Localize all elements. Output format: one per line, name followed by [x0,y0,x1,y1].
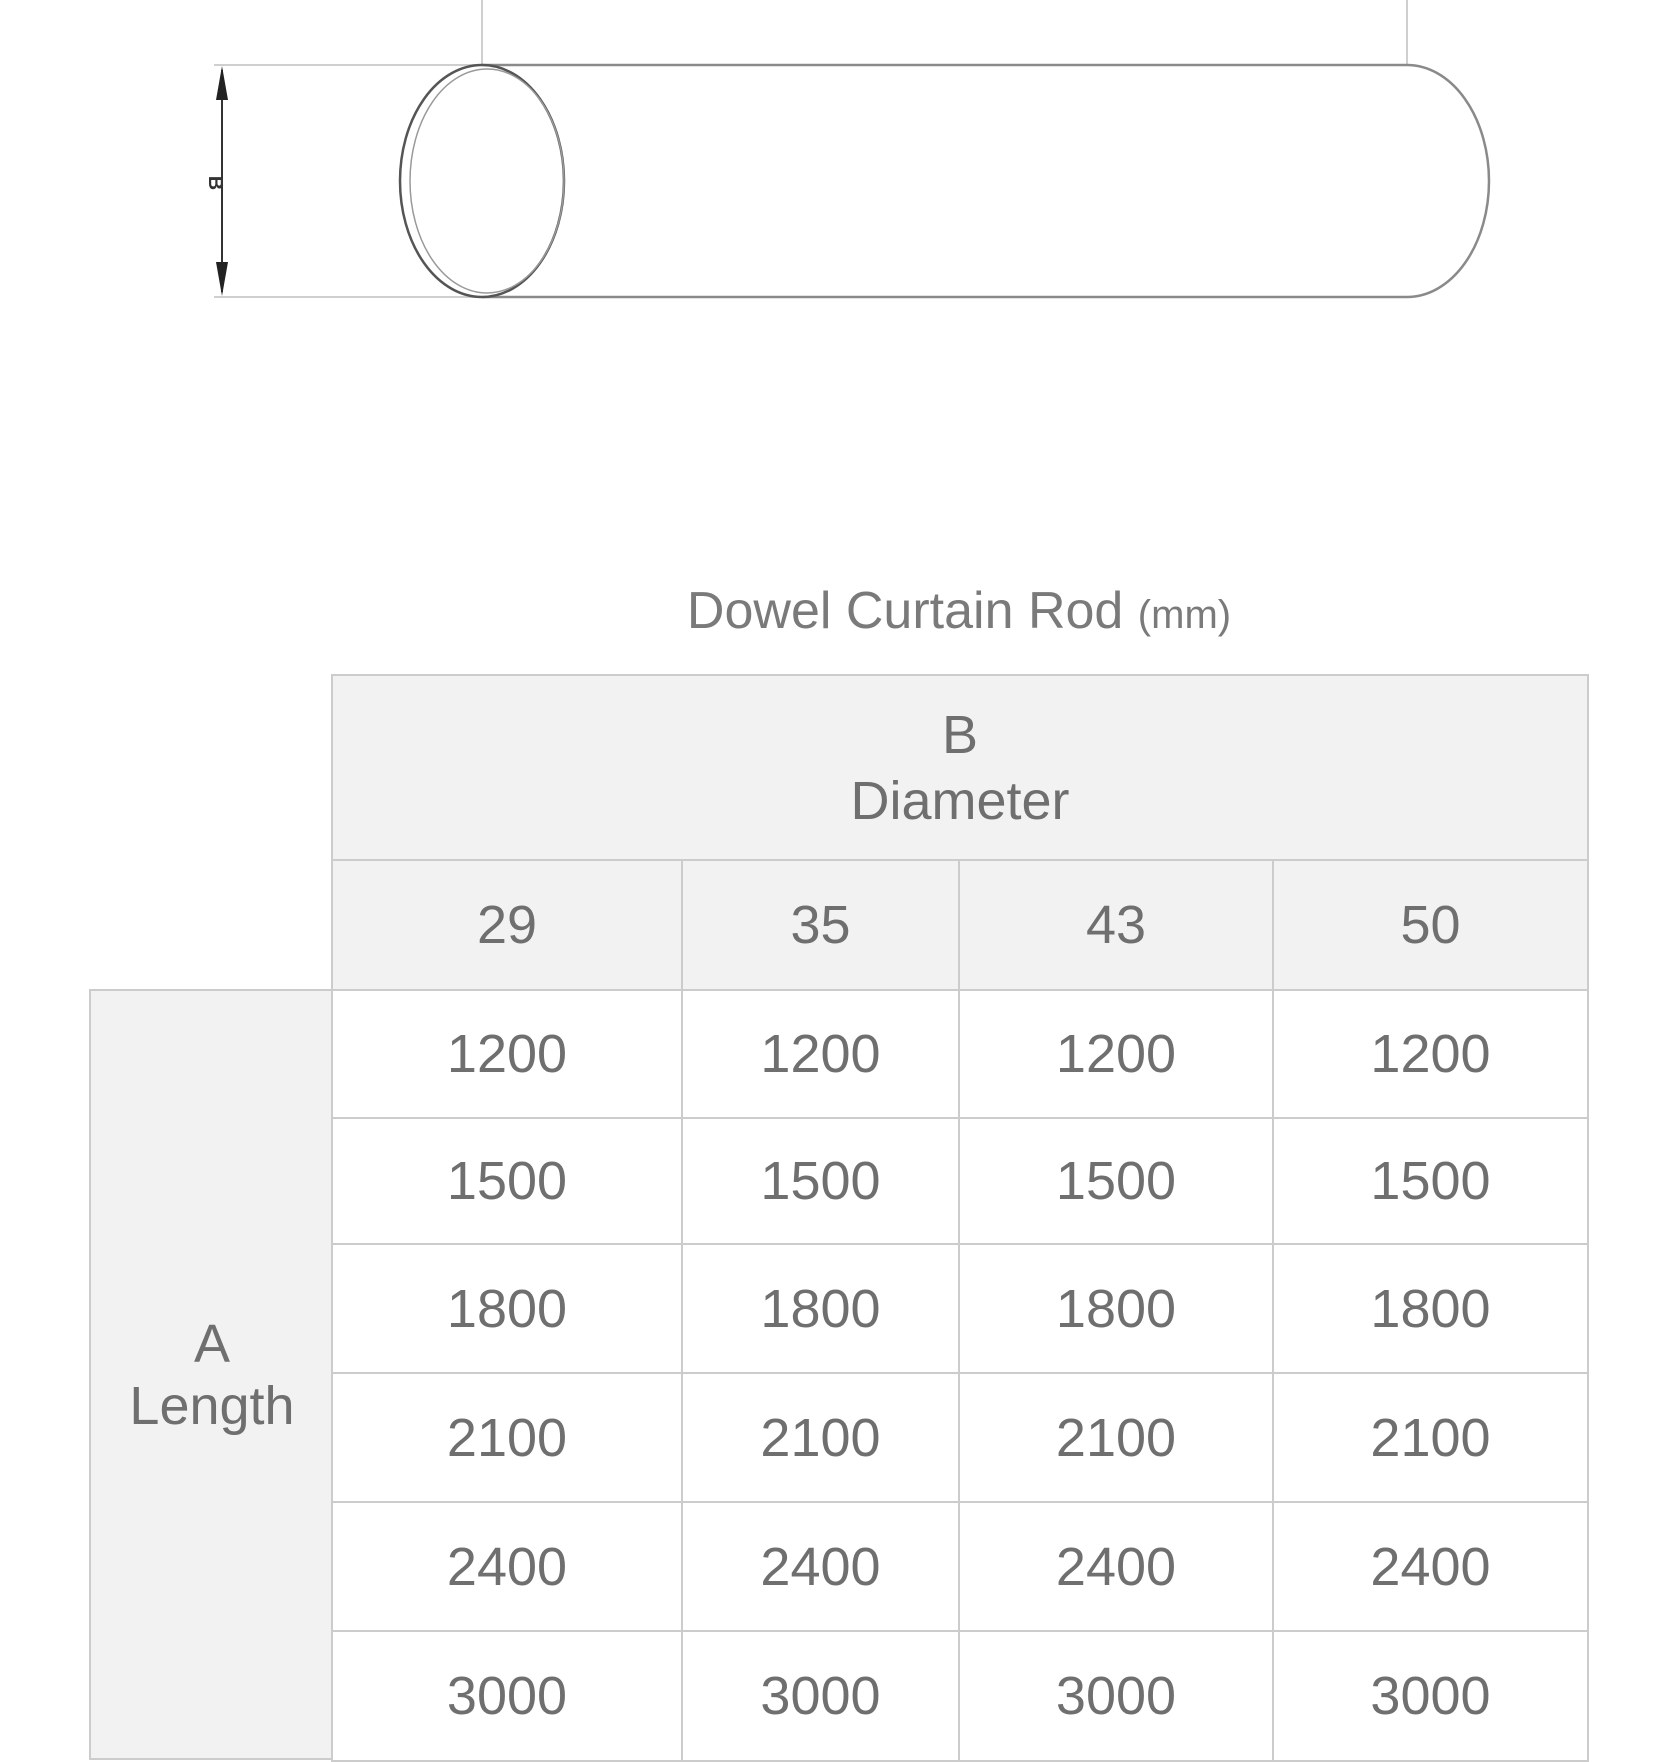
table-cell-value: 2100 [1370,1407,1491,1468]
table-cell-value: 1500 [1370,1151,1491,1211]
table-cell-value: 2100 [1055,1407,1177,1468]
table-cell-value: 2400 [1055,1536,1177,1597]
table-cell [681,1372,960,1503]
table-cell-value: 3000 [446,1666,568,1726]
column-group-letter: B [941,704,979,765]
table-cell-value: 2100 [760,1407,881,1468]
table-cell-value: 1800 [760,1278,881,1339]
dimension-label-b: B [204,175,226,191]
table-cell-value: 1500 [760,1151,881,1211]
rod-body [482,65,1489,297]
dimension-arrow-bottom [216,262,228,296]
table-cell-value: 2100 [446,1407,568,1468]
row-group-label: Length [129,1375,295,1436]
table-cell-value: 1200 [760,1024,881,1084]
column-group-label: Diameter [850,770,1070,831]
table-cell [331,989,683,1119]
table-cell [681,1117,960,1245]
table-cell [331,1243,683,1374]
table-cell [958,989,1274,1119]
table-cell [958,1501,1274,1632]
table-cell [331,1117,683,1245]
table-cell [681,1630,960,1762]
table-cell [1272,1117,1589,1245]
table-cell-value: 1800 [1370,1278,1491,1339]
table-cell-value: 2400 [1370,1536,1491,1597]
table-cell [681,989,960,1119]
table-cell [331,1372,683,1503]
table-cell-value: 3000 [1370,1666,1491,1726]
table-cell [958,1243,1274,1374]
row-group-letter: A [193,1313,231,1374]
table-cell [1272,1630,1589,1762]
table-cell-value: 3000 [1055,1666,1177,1726]
table-cell [1272,1243,1589,1374]
table-cell [331,1501,683,1632]
table-cell-value: 1200 [1055,1024,1177,1084]
table-cell-value: 3000 [760,1666,881,1726]
table-cell-value: 1500 [446,1151,568,1211]
rod-diagram [0,0,1676,340]
table-title-text: Dowel Curtain Rod [686,582,1124,640]
table-title [331,578,1587,648]
table-cell [1272,1372,1589,1503]
column-header-value: 35 [790,895,851,955]
table-cell [681,1501,960,1632]
table-title-unit: (mm) [1137,593,1232,637]
table-cell-value: 2400 [446,1536,568,1597]
table-cell [958,1117,1274,1245]
table-cell [331,1630,683,1762]
table-cell [1272,1501,1589,1632]
dimension-arrow-top [216,66,228,100]
table-cell-value: 1800 [1055,1278,1177,1339]
table-cell-value: 2400 [760,1536,881,1597]
column-header [681,859,960,991]
table-cell-value: 1500 [1055,1151,1177,1211]
table-cell-value: 1200 [446,1024,568,1084]
column-header [958,859,1274,991]
column-header [331,859,683,991]
column-group-header [331,674,1589,861]
column-header-value: 50 [1400,895,1461,955]
column-header-value: 43 [1085,895,1147,955]
column-header-value: 29 [476,895,538,955]
row-group-header [89,989,333,1760]
table-cell [958,1372,1274,1503]
table-cell [681,1243,960,1374]
table-cell [1272,989,1589,1119]
column-header [1272,859,1589,991]
table-cell-value: 1200 [1370,1024,1491,1084]
table-cell-value: 1800 [446,1278,568,1339]
table-cell [958,1630,1274,1762]
